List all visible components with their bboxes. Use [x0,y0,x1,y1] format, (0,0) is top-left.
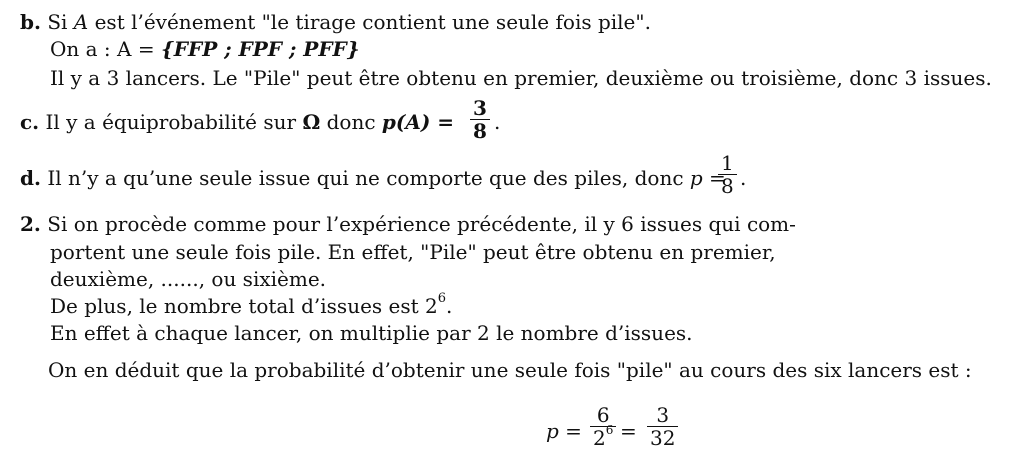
item-d-p: p [689,166,703,190]
fraction-1-8-den: 8 [721,174,734,198]
q2-line4 [50,291,453,318]
fraction-3-8-den: 8 [473,119,487,143]
item-b-ona: On a : A = [50,37,161,61]
item-c-line [20,110,454,134]
q2-line5: En effet à chaque lancer, on multiplie par 2 le nombre d’issues. [50,321,693,345]
event-a-var: A [73,10,89,34]
q2-conclusion: On en déduit que la probabilité d’obtenir une seule fois "pile" au cours des six lancers est : [48,358,972,382]
q2-line4-exponent: 6 [437,291,447,307]
item-c-text: Il y a équiprobabilité sur [45,110,303,134]
item-c-end: . [494,110,501,134]
q2-line3: deuxième, ......, ou sixième. [50,267,327,291]
formula-eq1: = [558,419,582,443]
den-base: 2 [593,426,606,450]
formula-p: p [546,419,559,443]
den-exponent: 6 [605,423,614,438]
item-b-label: b. [20,10,41,34]
item-b-line2 [50,37,360,61]
item-d-eq: = [702,166,726,190]
fraction-3-8 [470,97,490,142]
q2-line1-text: Si on procède comme pour l’expérience précédente, il y 6 issues qui com- [47,212,796,236]
formula-eq2: = [620,419,637,443]
fraction-2pow6-den [590,423,616,450]
q2-line1 [20,212,796,236]
item-b-text-post: est l’événement "le tirage contient une seule fois pile". [88,10,651,34]
fraction-32-den: 32 [650,426,676,450]
formula-lhs [546,419,582,443]
item-d-label: d. [20,166,41,190]
item-c-donc: donc [320,110,382,134]
fraction-3-32 [647,404,678,449]
event-a-set: {FFP ; FPF ; PFF} [160,37,360,61]
item-d-end: . [740,166,747,190]
fraction-6-2pow6 [590,404,616,449]
fraction-1-8 [718,152,737,197]
fraction-1-8-num: 1 [718,152,737,175]
item-b-line3: Il y a 3 lancers. Le "Pile" peut être obtenu en premier, deuxième ou troisième, donc 3 issues. [50,66,992,90]
fraction-3-8-num: 3 [470,97,490,120]
fraction-6-num: 6 [590,404,616,427]
q2-line4-text: De plus, le nombre total d’issues est 2 [50,294,438,318]
item-d-text: Il n’y a qu’une seule issue qui ne comporte que des piles, donc [47,166,690,190]
item-c-pa: p(A) = [381,110,455,134]
item-c-label: c. [20,110,40,134]
item-b-text-pre: Si [47,10,74,34]
q2-label: 2. [20,212,41,236]
item-b-line1 [20,10,651,34]
omega-symbol: Ω [302,110,321,134]
q2-line4-end: . [446,294,453,318]
fraction-3-num: 3 [647,404,678,427]
item-d-line [20,166,726,190]
q2-line2: portent une seule fois pile. En effet, "Pile" peut être obtenu en premier, [50,240,776,264]
